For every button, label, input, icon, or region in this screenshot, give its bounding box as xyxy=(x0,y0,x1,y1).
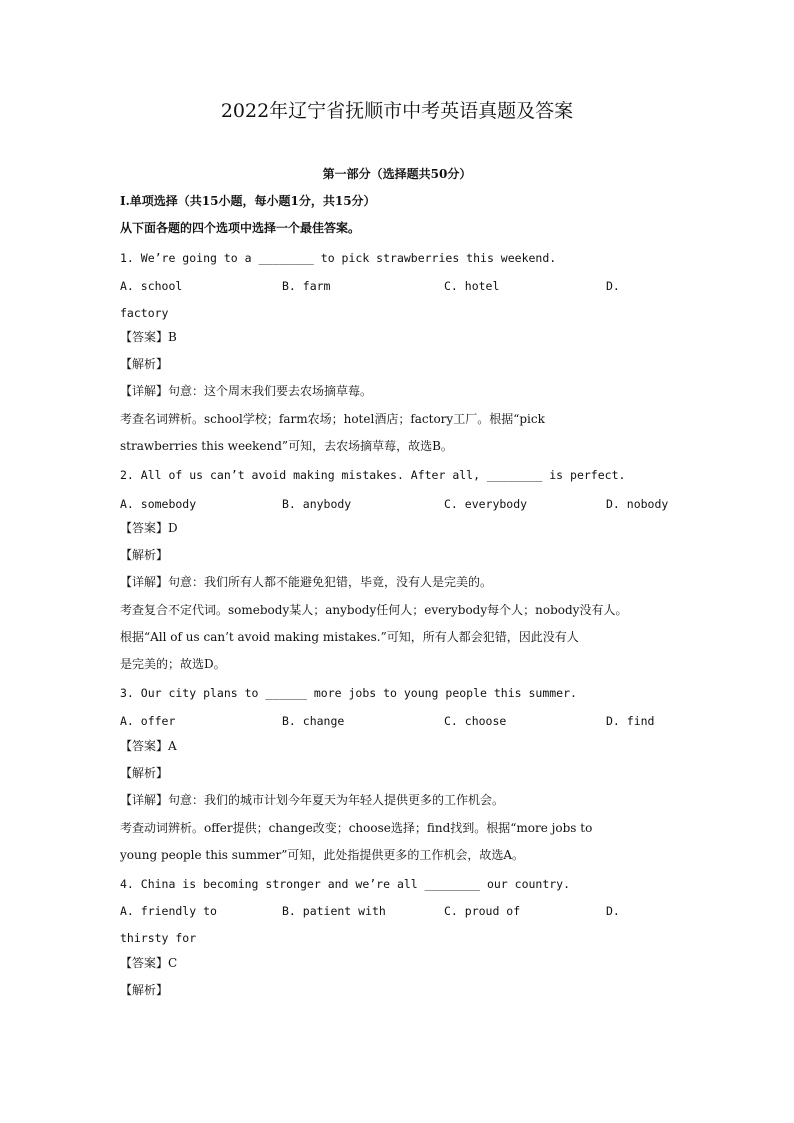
question-2-explain-3: 是完美的；故选D。 xyxy=(120,657,226,671)
question-1-explain-1: 考查名词辨析。school学校；farm农场；hotel酒店；factory工厂。根据“pick xyxy=(120,412,545,426)
question-2-option-a: A. somebody xyxy=(120,497,197,511)
question-3-explain-1: 考查动词辨析。offer提供；change改变；choose选择；find找到。根据“more jobs to xyxy=(120,821,593,835)
question-3-detail: 【详解】句意：我们的城市计划今年夏天为年轻人提供更多的工作机会。 xyxy=(120,793,505,807)
question-2-stem: 2. All of us can’t avoid making mistakes. After all, ________ is perfect. xyxy=(120,468,626,482)
question-2-option-b: B. anybody xyxy=(282,497,352,511)
question-1-stem: 1. We’re going to a ________ to pick strawberries this weekend. xyxy=(120,251,557,265)
question-1-option-b: B. farm xyxy=(282,279,331,293)
question-2-detail: 【详解】句意：我们所有人都不能避免犯错，毕竟，没有人是完美的。 xyxy=(120,575,493,589)
question-2-answer: 【答案】D xyxy=(120,521,178,535)
question-3-answer: 【答案】A xyxy=(120,739,177,753)
question-4-option-a: A. friendly to xyxy=(120,904,217,918)
question-1-analysis: 【解析】 xyxy=(120,357,169,371)
question-4-option-b: B. patient with xyxy=(282,904,386,918)
question-4-answer: 【答案】C xyxy=(120,956,178,970)
question-4-option-c: C. proud of xyxy=(444,904,521,918)
question-1-option-a: A. school xyxy=(120,279,183,293)
question-2-option-c: C. everybody xyxy=(444,497,528,511)
section-heading: I.单项选择（共15小题，每小题1分，共15分） xyxy=(120,194,376,208)
question-3-option-c: C. choose xyxy=(444,714,507,728)
question-1-explain-2: strawberries this weekend”可知，去农场摘草莓，故选B。 xyxy=(120,439,453,453)
question-4-option-d-text: thirsty for xyxy=(120,931,197,945)
question-1-option-d-text: factory xyxy=(120,306,169,320)
question-2-explain-1: 考查复合不定代词。somebody某人；anybody任何人；everybody每个人；nobody没有人。 xyxy=(120,603,628,617)
instruction-text: 从下面各题的四个选项中选择一个最佳答案。 xyxy=(120,221,361,235)
question-3-stem: 3. Our city plans to ______ more jobs to young people this summer. xyxy=(120,686,577,700)
question-1-option-d: D. xyxy=(606,279,620,293)
question-1-answer: 【答案】B xyxy=(120,330,177,344)
question-3-option-a: A. offer xyxy=(120,714,176,728)
question-3-option-b: B. change xyxy=(282,714,345,728)
question-3-explain-2: young people this summer”可知，此处指提供更多的工作机会，故选A。 xyxy=(120,848,525,862)
question-2-explain-2: 根据“All of us can’t avoid making mistakes.”可知，所有人都会犯错，因此没有人 xyxy=(120,630,579,644)
document-title: 2022年辽宁省抚顺市中考英语真题及答案 xyxy=(220,100,574,122)
question-1-detail: 【详解】句意：这个周末我们要去农场摘草莓。 xyxy=(120,384,373,398)
question-3-option-d: D. find xyxy=(606,714,655,728)
question-3-analysis: 【解析】 xyxy=(120,766,169,780)
question-2-option-d: D. nobody xyxy=(606,497,669,511)
question-4-stem: 4. China is becoming stronger and we’re all ________ our country. xyxy=(120,877,571,891)
question-4-analysis: 【解析】 xyxy=(120,983,169,997)
question-2-analysis: 【解析】 xyxy=(120,548,169,562)
question-1-option-c: C. hotel xyxy=(444,279,500,293)
part-heading: 第一部分（选择题共50分） xyxy=(322,167,472,181)
question-4-option-d: D. xyxy=(606,904,620,918)
